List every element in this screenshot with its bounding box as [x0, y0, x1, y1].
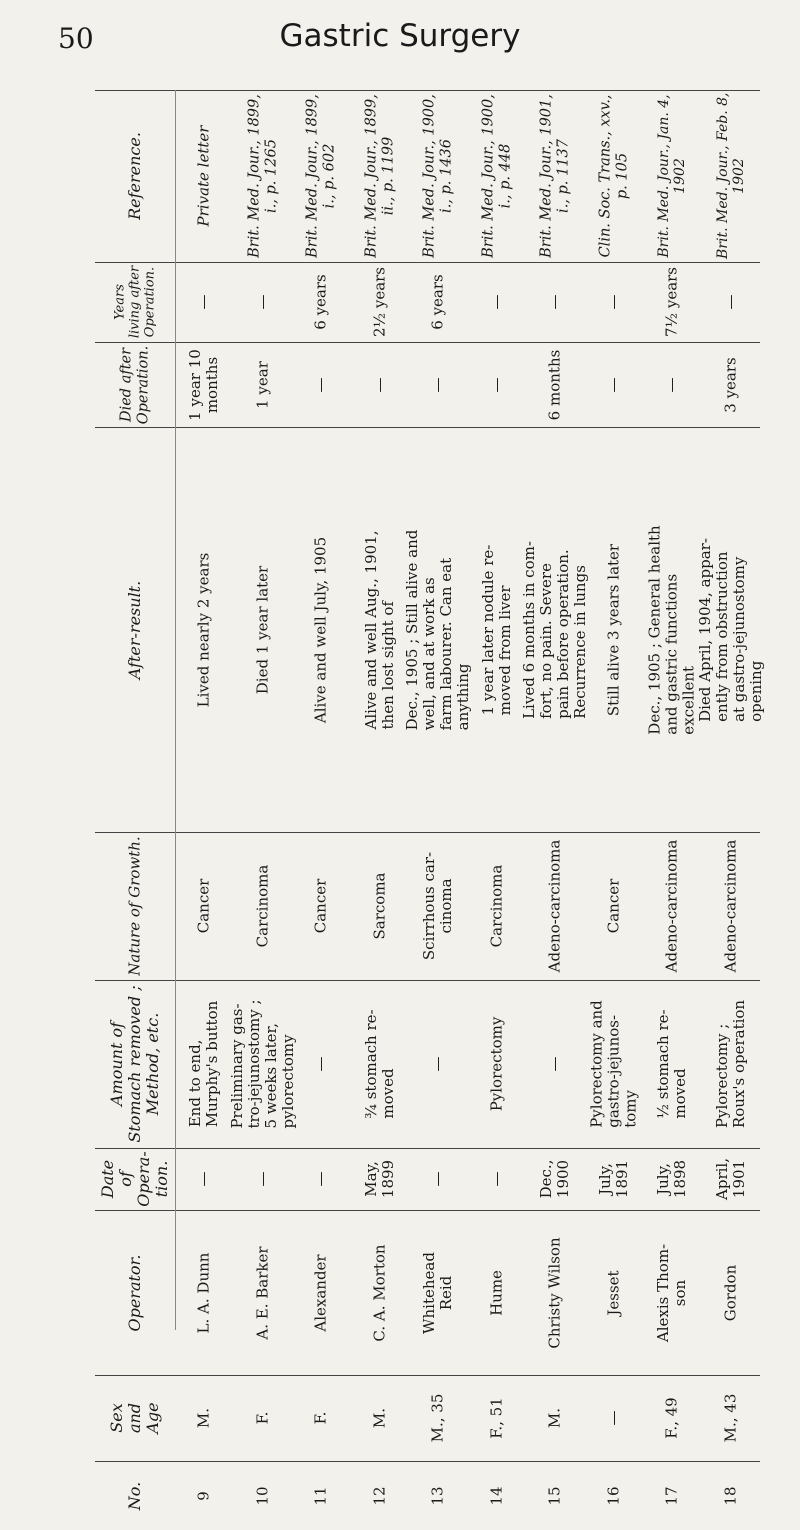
cell	[234, 262, 293, 342]
cell-text: Cancer	[194, 878, 213, 934]
cell	[468, 832, 527, 980]
cell-text: —	[487, 294, 506, 310]
cell-text: Cancer	[311, 878, 330, 934]
cell	[351, 342, 410, 427]
cell	[643, 90, 702, 262]
row-operator	[95, 1210, 760, 1375]
cell	[520, 427, 590, 832]
running-head: Gastric Surgery	[279, 18, 521, 54]
cell-text: Clin. Soc. Trans., xxv., p. 105	[597, 94, 630, 258]
cell-text: —	[487, 377, 506, 392]
cell-text: M.	[194, 1407, 213, 1429]
cell	[234, 342, 293, 427]
cell-text: 6 months	[545, 349, 564, 420]
cell	[175, 1375, 234, 1461]
cell	[468, 342, 527, 427]
cell-text: —	[311, 1056, 330, 1072]
cell-text: Brit. Med. Jour., 1900, i., p. 448	[480, 94, 513, 258]
cell-text: L. A. Dunn	[194, 1252, 213, 1333]
cell	[702, 342, 761, 427]
row-date	[95, 1148, 760, 1210]
cell	[351, 1148, 410, 1210]
cell	[175, 1461, 234, 1530]
cell	[526, 1148, 585, 1210]
cell-text: Brit. Med. Jour., 1901, i., p. 1137	[538, 94, 572, 258]
cell	[234, 1461, 293, 1530]
cell	[351, 1210, 410, 1375]
cell	[695, 427, 765, 832]
cell-text: ½ stomach re- moved	[654, 1009, 690, 1119]
cell-text: —	[253, 1171, 272, 1187]
cell-text: Scirrhous car- cinoma	[420, 851, 456, 961]
cell-text: 18	[721, 1485, 740, 1506]
cell	[409, 1375, 468, 1461]
row-label	[95, 1461, 175, 1530]
cell	[468, 262, 527, 342]
cell	[292, 90, 351, 262]
row-reference	[95, 90, 760, 262]
cell-text: Pylorectomy	[487, 1016, 506, 1112]
cell	[526, 342, 585, 427]
cell-text: 2½ years	[370, 266, 389, 338]
cell-text: 12	[370, 1485, 389, 1506]
cell-text: —	[487, 1171, 506, 1187]
cell-text: 6 years	[311, 274, 330, 330]
cell-text: Alexis Thom- son	[654, 1243, 690, 1342]
cell	[526, 980, 585, 1148]
cell	[175, 980, 234, 1148]
cell-text: Cancer	[604, 878, 623, 934]
cell	[292, 342, 351, 427]
row-label-text: Amount of Stomach removed ; Method, etc.	[107, 985, 162, 1143]
cell-text: 3 years	[721, 356, 740, 413]
cell-text: Alive and well Aug., 1901, then lost sight of	[361, 530, 397, 729]
cell	[234, 1375, 293, 1461]
cell	[585, 1461, 644, 1530]
cell-text: —	[604, 1410, 623, 1426]
cell	[643, 342, 702, 427]
cell-text: Private letter	[194, 125, 213, 227]
cell	[468, 1148, 527, 1210]
row-label-text: No.	[125, 1481, 144, 1510]
row-label-text: Nature of Growth.	[125, 836, 144, 976]
row-died	[95, 342, 760, 427]
row-label-text: Reference.	[125, 132, 144, 220]
cell-text: Brit. Med. Jour., 1900, i., p. 1436	[421, 94, 455, 258]
cell-text: —	[428, 1171, 447, 1187]
cell-text: May, 1899	[361, 1159, 397, 1199]
cell-text: July, 1891	[595, 1159, 631, 1199]
cell-text: M.	[370, 1407, 389, 1429]
cell-text: Carcinoma	[487, 864, 506, 948]
cell	[234, 427, 293, 832]
cell	[702, 90, 761, 262]
cell-text: Brit. Med. Jour., 1899, i., p. 1265	[246, 94, 279, 258]
cell	[468, 980, 527, 1148]
cell	[409, 832, 468, 980]
row-label-text: Died after Operation.	[118, 345, 151, 424]
cell	[702, 1210, 761, 1375]
cell	[643, 1461, 702, 1530]
cell-text: Gordon	[721, 1264, 740, 1321]
cell-text: —	[253, 294, 272, 310]
cell	[643, 262, 702, 342]
cell-text: —	[545, 294, 564, 310]
cell-text: Christy Wilson	[545, 1236, 564, 1349]
cell-text: —	[604, 377, 623, 392]
cell-text: C. A. Morton	[370, 1243, 389, 1342]
row-living	[95, 262, 760, 342]
cell-text: 17	[662, 1485, 681, 1506]
cell	[702, 262, 761, 342]
cell-text: F.	[311, 1411, 330, 1425]
cell-text: M., 43	[721, 1393, 740, 1443]
cell-text: —	[721, 294, 740, 310]
cell	[351, 427, 410, 832]
cell-text: A. E. Barker	[253, 1245, 272, 1340]
cell-text: Preliminary gas- tro-jejunostomy ; 5 weeks later, pylorectomy	[227, 999, 297, 1129]
cell	[409, 262, 468, 342]
row-label-text: Sex and Age	[107, 1402, 162, 1434]
cell-text: 1 year later nodule re- moved from liver	[478, 544, 514, 715]
cell	[643, 980, 702, 1148]
cell	[351, 1375, 410, 1461]
cell	[403, 427, 473, 832]
cell-text: —	[311, 1171, 330, 1187]
cell	[351, 980, 410, 1148]
cell-text: Lived 6 months in com- fort, no pain. Severe pain before operation. Recurrence in lungs	[520, 540, 590, 719]
cell-text: Carcinoma	[253, 864, 272, 948]
cell	[643, 427, 702, 832]
cell-text: —	[428, 1056, 447, 1072]
cell-text: F., 51	[487, 1397, 506, 1439]
cell	[643, 832, 702, 980]
cell	[585, 832, 644, 980]
cell	[526, 1375, 585, 1461]
cell-text: —	[545, 1056, 564, 1072]
page-number: 50	[58, 22, 94, 55]
cell-text: 7½ years	[662, 266, 681, 338]
cell-text: —	[662, 377, 681, 392]
cell	[468, 427, 527, 832]
cell	[643, 1148, 702, 1210]
cell	[234, 1210, 293, 1375]
cell-text: Hume	[487, 1269, 506, 1316]
cell	[409, 1461, 468, 1530]
cell	[526, 90, 585, 262]
cell	[175, 1148, 234, 1210]
cell	[351, 262, 410, 342]
cell	[585, 1210, 644, 1375]
row-label	[95, 1375, 175, 1461]
cell-text: April, 1901	[712, 1158, 748, 1200]
cell	[175, 262, 234, 342]
cell-text: Alexander	[311, 1253, 330, 1332]
cell	[643, 1210, 702, 1375]
cell	[409, 1210, 468, 1375]
cell-text: Dec., 1905 ; Still alive and well, and at work as farm labourer. Can eat anything	[403, 529, 473, 730]
row-label	[95, 980, 175, 1148]
cell-text: M.	[545, 1407, 564, 1429]
cell	[409, 90, 468, 262]
row-label	[95, 90, 175, 262]
cell	[585, 342, 644, 427]
row-label	[95, 262, 175, 342]
cell	[585, 90, 644, 262]
case-table	[95, 90, 765, 1510]
cell-text: —	[370, 377, 389, 392]
cell	[409, 980, 468, 1148]
row-label	[95, 342, 175, 427]
row-label-text: Operator.	[125, 1253, 144, 1332]
cell-text: F.	[253, 1411, 272, 1425]
row-label	[95, 1210, 175, 1375]
row-label-text: Date of Opera- tion.	[98, 1151, 171, 1207]
cell-text: 11	[311, 1485, 330, 1506]
cell	[526, 1210, 585, 1375]
cell-text: Adeno-carcinoma	[545, 839, 564, 973]
cell	[526, 262, 585, 342]
cell-text: Sarcoma	[370, 872, 389, 940]
cell-text: —	[194, 1171, 213, 1187]
cell	[468, 1461, 527, 1530]
cell-text: Lived nearly 2 years	[194, 552, 213, 707]
cell-text: Brit. Med. Jour., 1899, ii., p. 1199	[363, 94, 396, 258]
cell	[702, 832, 761, 980]
cell	[585, 980, 644, 1148]
cell-text: Still alive 3 years later	[604, 543, 623, 716]
cell	[468, 1210, 527, 1375]
row-after	[95, 427, 765, 832]
cell-text: 13	[428, 1485, 447, 1506]
cell-text: Jesset	[604, 1269, 623, 1316]
cell	[292, 1461, 351, 1530]
cell-text: 6 years	[428, 274, 447, 330]
row-label	[95, 1148, 175, 1210]
cell-text: 1 year	[253, 360, 272, 409]
row-no	[95, 1461, 760, 1530]
cell	[351, 90, 410, 262]
cell-text: End to end, Murphy's button	[186, 1000, 222, 1128]
cell	[292, 980, 351, 1148]
cell	[292, 1148, 351, 1210]
row-label	[95, 832, 175, 980]
cell-text: Adeno-carcinoma	[721, 839, 740, 973]
cell-text: —	[311, 377, 330, 392]
row-label-text: Years living after Operation.	[112, 265, 158, 339]
cell-text: July, 1898	[654, 1159, 690, 1199]
cell	[175, 427, 234, 832]
cell	[292, 1375, 351, 1461]
cell-text: Brit. Med. Jour., Feb. 8, 1902	[714, 92, 747, 259]
cell-text: 15	[545, 1485, 564, 1506]
cell-text: 14	[487, 1485, 506, 1506]
cell	[468, 1375, 527, 1461]
cell	[234, 832, 293, 980]
cell-text: 10	[253, 1485, 272, 1506]
row-nature	[95, 832, 760, 980]
cell	[702, 1375, 761, 1461]
cell-text: Brit. Med. Jour., 1899, i., p. 602	[304, 94, 338, 258]
cell	[175, 342, 234, 427]
cell	[526, 1461, 585, 1530]
row-label	[95, 427, 175, 832]
cell	[351, 1461, 410, 1530]
cell-text: 16	[604, 1485, 623, 1506]
cell	[175, 90, 234, 262]
cell	[409, 1148, 468, 1210]
cell	[234, 1148, 293, 1210]
cell	[292, 832, 351, 980]
cell	[585, 1375, 644, 1461]
cell-text: 1 year 10 months	[186, 348, 222, 421]
row-amount	[95, 980, 760, 1148]
cell	[526, 832, 585, 980]
cell-text: Pylorectomy and gastro-jejunos- tomy	[587, 1000, 640, 1128]
cell	[409, 342, 468, 427]
cell	[292, 427, 351, 832]
cell-text: 9	[194, 1490, 213, 1501]
cell	[585, 427, 644, 832]
cell	[175, 832, 234, 980]
cell-text: —	[428, 377, 447, 392]
cell	[702, 1148, 761, 1210]
cell-text: Dec., 1905 ; General health and gastric functions excellent	[645, 524, 698, 735]
cell	[468, 90, 527, 262]
cell-text: Died 1 year later	[253, 565, 272, 694]
row-sex	[95, 1375, 760, 1461]
cell	[702, 1461, 761, 1530]
cell	[702, 980, 761, 1148]
cell	[643, 1375, 702, 1461]
cell-text: Brit. Med. Jour., Jan. 4, 1902	[656, 94, 689, 258]
cell-text: Alive and well July, 1905	[311, 536, 330, 723]
cell-text: Pylorectomy ; Roux's operation	[712, 999, 748, 1129]
cell-text: Adeno-carcinoma	[662, 839, 681, 973]
cell	[227, 980, 297, 1148]
cell-text: F., 49	[662, 1397, 681, 1439]
cell-text: Died April, 1904, appar- ently from obstruction at gastro-jejunostomy opening	[695, 537, 765, 722]
cell	[585, 262, 644, 342]
cell	[292, 1210, 351, 1375]
cell-text: —	[604, 294, 623, 310]
cell-text: —	[194, 294, 213, 310]
cell	[351, 832, 410, 980]
row-label-text: After-result.	[125, 580, 144, 679]
cell	[175, 1210, 234, 1375]
cell-text: M., 35	[428, 1393, 447, 1443]
cell-text: Dec., 1900	[537, 1159, 573, 1199]
cell-text: ¾ stomach re- moved	[361, 1009, 397, 1119]
cell	[585, 1148, 644, 1210]
cell	[292, 262, 351, 342]
cell	[234, 90, 293, 262]
cell-text: Whitehead Reid	[420, 1251, 456, 1334]
